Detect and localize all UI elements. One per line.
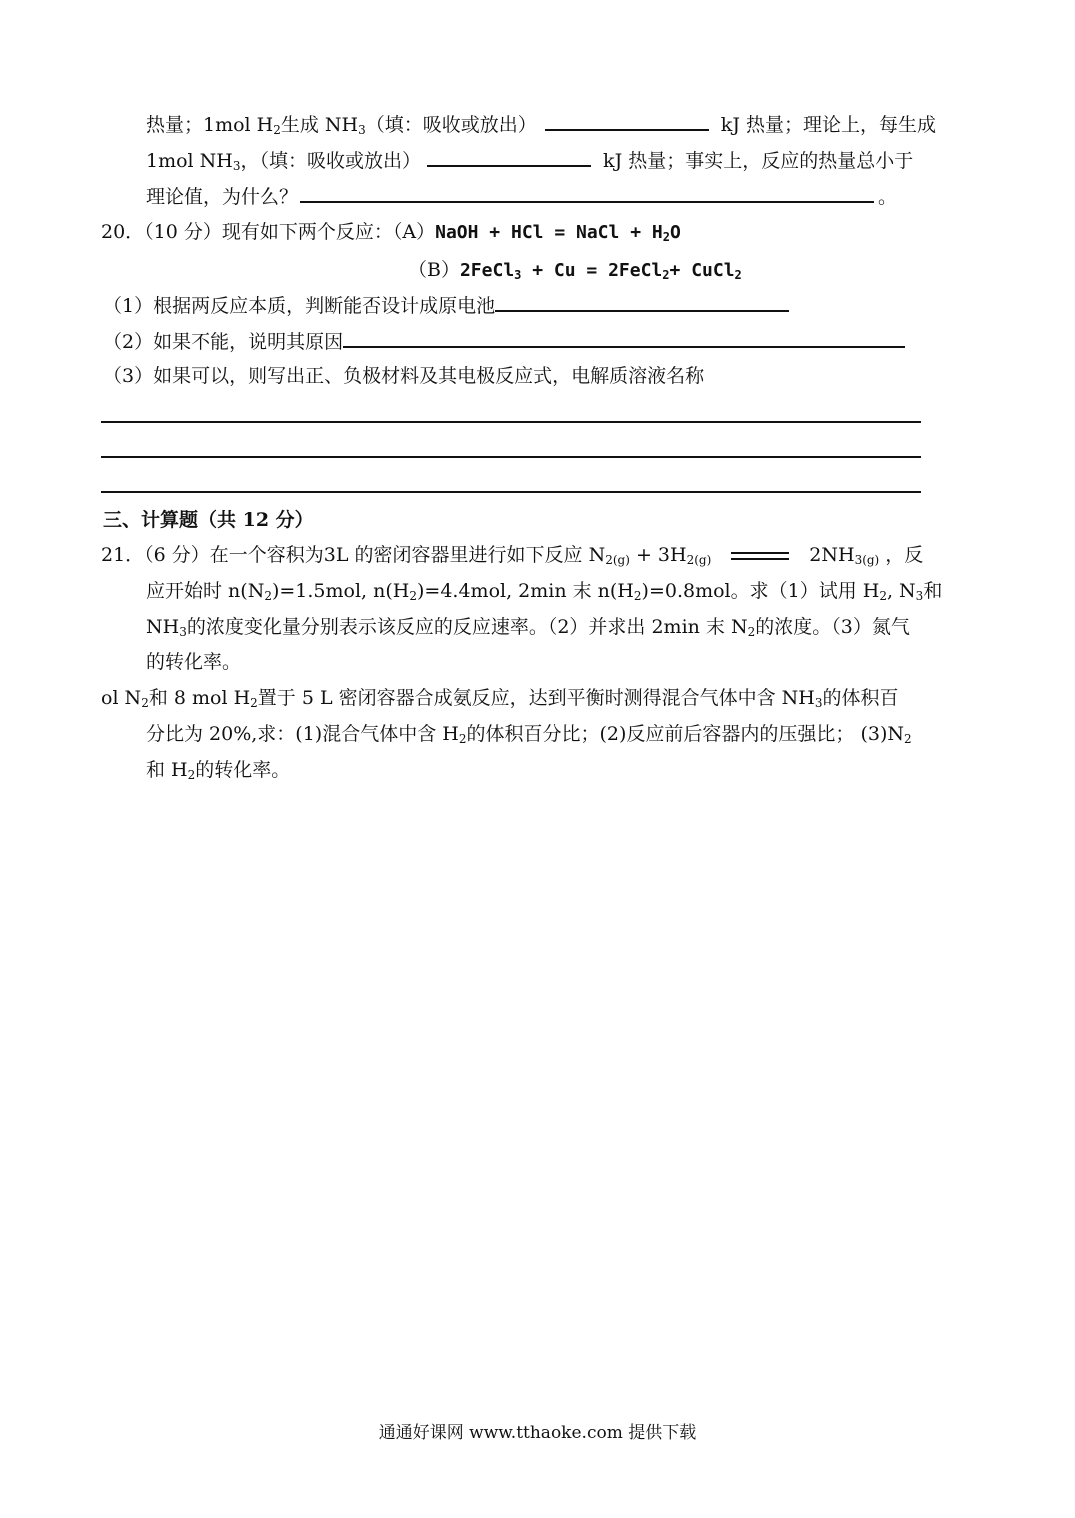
q21-line-1: 21．（6 分）在一个容积为3L 的密闭容器里进行如下反应 $N_{2(g)} + 3H_{2(g)}$ $2NH_{3(g)}$ ，反: [101, 544, 924, 567]
q20-reaction-b-line: （B）2FeCl$_3$ + Cu = 2FeCl$_2$+ CuCl$_2$: [408, 259, 742, 282]
q19-line-2: 1mol $NH_3$，（填：吸收或放出） kJ 热量；事实上，反应的热量总小于: [146, 147, 913, 174]
q19-blank-2[interactable]: [427, 147, 591, 167]
q21-line-4: 的转化率。: [146, 651, 242, 673]
reaction-a: NaOH + HCl = NaCl + $H_2O$: [435, 222, 681, 244]
q19-line-1: 热量；1mol $H_2$生成 $NH_3$（填：吸收或放出） kJ 热量；理论上，每生成: [146, 111, 936, 138]
q22-line-3: 和 $H_2$的转化率。: [146, 759, 291, 782]
q20-sub-2: （2）如果不能，说明其原因: [103, 328, 905, 355]
q20-heading: 20．（10 分）现有如下两个反应：（A）NaOH + HCl = NaCl + $H_2O$: [101, 221, 681, 244]
page-footer: 通通好课网 www.tthaoke.com 提供下载: [378, 1423, 697, 1443]
reversible-arrow-icon: [731, 549, 789, 563]
q20-blank-1[interactable]: [495, 292, 789, 312]
answer-line-1[interactable]: [101, 421, 921, 423]
q20-sub-3: （3）如果可以，则写出正、负极材料及其电极反应式，电解质溶液名称: [103, 365, 705, 387]
answer-line-3[interactable]: [101, 491, 921, 493]
q21-line-3: $NH_3$的浓度变化量分别表示该反应的反应速率。（2）并求出 2min 末 $N_2$的浓度。（3）氮气: [146, 616, 910, 639]
q19-blank-3[interactable]: [300, 183, 874, 203]
answer-line-2[interactable]: [101, 456, 921, 458]
q21-line-2: 应开始时 $n(N_2)=1.5mol$, $n(H_2)=4.4mol$, 2min 末 $n(H_2)=0.8mol$。求（1）试用 $H_2$, $N_3$和: [146, 580, 943, 603]
q19-blank-1[interactable]: [545, 111, 709, 131]
q20-sub-1: （1）根据两反应本质，判断能否设计成原电池: [103, 292, 789, 319]
q20-blank-2[interactable]: [343, 328, 905, 348]
q22-line-1: ol $N_2$和 8 mol $H_2$置于 5 L 密闭容器合成氨反应，达到平衡时测得混合气体中含 $NH_3$的体积百: [101, 687, 899, 710]
q22-line-2: 分比为 20%,求：(1)混合气体中含 $H_2$的体积百分比；(2)反应前后容器内的压强比； $(3)N_2$: [146, 723, 912, 746]
section-heading: 三、计算题（共 12 分）: [103, 509, 314, 531]
reaction-b: 2FeCl$_3$ + Cu = 2FeCl$_2$+ CuCl$_2$: [459, 260, 742, 282]
q19-line-3: 理论值，为什么？ 。: [146, 183, 897, 210]
